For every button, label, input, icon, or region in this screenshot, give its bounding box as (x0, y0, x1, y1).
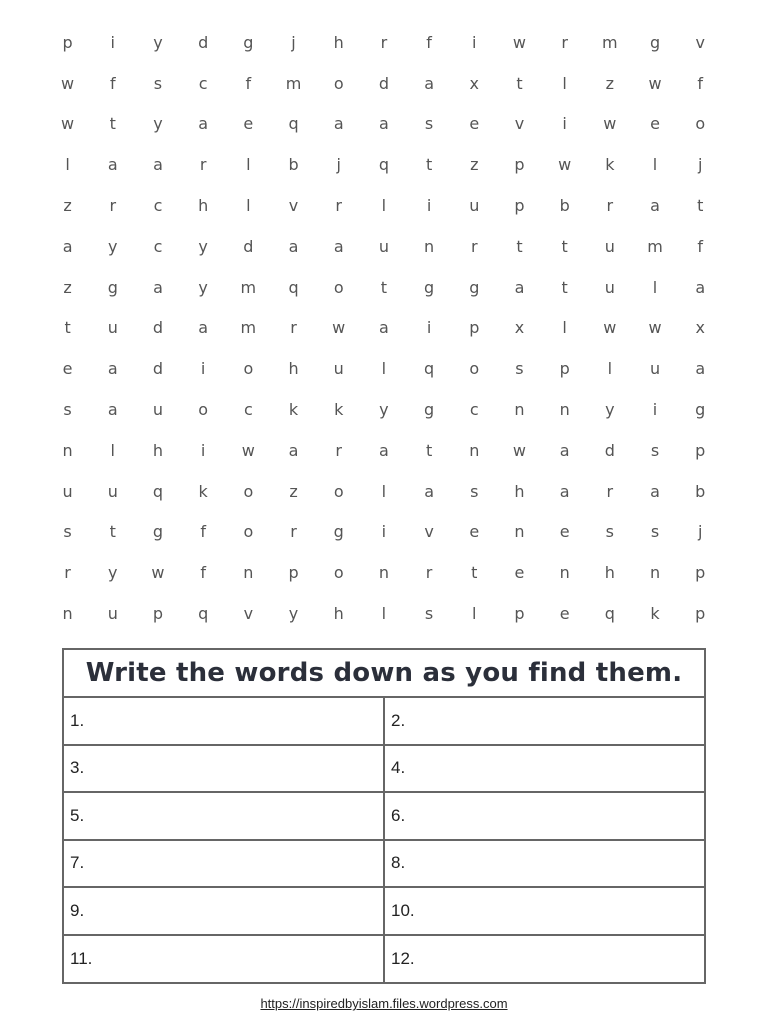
grid-letter: a (695, 277, 706, 297)
grid-letter: l (381, 196, 387, 216)
grid-letter: k (198, 481, 208, 501)
grid-letter: s (515, 359, 524, 379)
grid-letter: s (650, 522, 660, 542)
grid-letter: n (514, 400, 525, 420)
grid-letter: h (604, 563, 615, 583)
grid-letter: p (62, 32, 73, 52)
grid-letter: q (152, 481, 164, 501)
grid-letter: e (469, 522, 480, 542)
grid-letter: e (650, 114, 660, 134)
grid-letter: g (649, 32, 661, 52)
grid-letter: g (107, 277, 118, 297)
grid-letter: a (695, 359, 706, 379)
grid-letter: y (153, 114, 163, 134)
grid-letter: j (291, 32, 296, 52)
grid-letter: l (381, 604, 387, 624)
grid-letter: r (290, 318, 297, 338)
grid-letter: a (559, 481, 570, 501)
grid-letter: o (333, 277, 344, 297)
grid-letter: o (469, 359, 480, 379)
grid-letter: q (378, 155, 389, 175)
grid-letter: a (333, 236, 344, 256)
answer-row (64, 698, 704, 746)
grid-letter: w (648, 73, 662, 93)
grid-letter: w (61, 73, 75, 93)
grid-letter: a (379, 114, 389, 134)
grid-letter: p (288, 563, 299, 583)
grid-letter: r (109, 196, 117, 216)
grid-letter: z (63, 196, 72, 216)
grid-letter: a (198, 318, 209, 338)
grid-letter: p (514, 196, 525, 216)
grid-letter: s (63, 522, 72, 542)
grid-letter: a (107, 400, 118, 420)
grid-letter: j (697, 155, 703, 175)
grid-letter: k (605, 155, 615, 175)
grid-letter: y (198, 236, 208, 256)
grid-letter: a (379, 318, 389, 338)
grid-letter: c (198, 73, 208, 93)
grid-letter: y (108, 563, 118, 583)
grid-letter: p (695, 440, 706, 460)
grid-letter: g (152, 522, 164, 542)
answer-slot[interactable]: 5. (70, 805, 85, 825)
grid-letter: g (695, 400, 706, 420)
grid-letter: w (603, 114, 617, 134)
grid-letter: a (424, 481, 434, 501)
grid-letter: e (559, 604, 570, 624)
grid-letter: c (243, 400, 253, 420)
grid-letter: v (424, 522, 434, 542)
grid-letter: s (424, 114, 434, 134)
answer-slot[interactable]: 8. (383, 841, 704, 887)
grid-letter: r (606, 196, 614, 216)
grid-letter: j (697, 522, 703, 542)
grid-letter: y (379, 400, 389, 420)
grid-letter: c (469, 400, 479, 420)
grid-letter: v (514, 114, 525, 134)
grid-letter: q (424, 359, 435, 379)
grid-letter: m (285, 73, 302, 93)
grid-letter: r (290, 522, 297, 542)
source-link[interactable]: https://inspiredbyislam.files.wordpress.com (260, 996, 508, 1011)
grid-letter: a (650, 481, 660, 501)
answer-slot[interactable]: 9. (70, 900, 85, 920)
grid-letter: s (424, 604, 434, 624)
grid-letter: n (559, 400, 570, 420)
grid-letter: p (514, 604, 525, 624)
grid-letter: r (64, 563, 71, 583)
grid-letter: o (333, 481, 344, 501)
grid-letter: n (559, 563, 570, 583)
grid-letter: l (607, 359, 613, 379)
grid-letter: l (562, 73, 567, 93)
grid-letter: b (695, 481, 706, 501)
grid-letter: a (107, 359, 118, 379)
grid-letter: u (378, 236, 389, 256)
grid-letter: a (424, 73, 434, 93)
grid-letter: p (695, 563, 706, 583)
grid-letter: w (558, 155, 572, 175)
grid-letter: w (241, 440, 255, 460)
grid-letter: n (243, 563, 254, 583)
grid-letter: i (200, 359, 206, 379)
answer-sheet-title: Write the words down as you find them. (64, 650, 704, 698)
grid-letter: t (380, 277, 388, 297)
grid-letter: i (200, 440, 206, 460)
answer-slot[interactable]: 7. (70, 853, 85, 873)
grid-letter: d (198, 32, 209, 52)
answer-slot[interactable]: 1. (70, 710, 85, 730)
grid-letter: t (471, 563, 478, 583)
grid-letter: q (288, 114, 299, 134)
grid-letter: y (153, 32, 163, 52)
answer-row (64, 793, 704, 841)
grid-letter: r (335, 440, 342, 460)
grid-letter: u (107, 604, 118, 624)
answer-slot[interactable]: 6. (383, 793, 704, 839)
grid-letter: y (108, 236, 118, 256)
grid-letter: n (514, 522, 525, 542)
grid-letter: g (469, 277, 480, 297)
grid-letter: n (62, 604, 73, 624)
answer-row (64, 936, 704, 984)
grid-letter: t (561, 277, 568, 297)
grid-letter: e (62, 359, 73, 379)
grid-letter: l (652, 277, 658, 297)
grid-letter: h (333, 604, 344, 624)
answer-rows (64, 698, 704, 983)
grid-letter: v (288, 196, 299, 216)
grid-letter: e (559, 522, 570, 542)
grid-letter: w (512, 32, 527, 52)
grid-letter: k (334, 400, 344, 420)
grid-letter: e (514, 563, 525, 583)
grid-letter: f (697, 236, 704, 256)
grid-letter: s (605, 522, 615, 542)
grid-letter: f (697, 73, 704, 93)
grid-letter: f (245, 73, 252, 93)
grid-letter: r (606, 481, 614, 501)
grid-letter: i (652, 400, 658, 420)
grid-letter: w (332, 318, 346, 338)
grid-letter: q (604, 604, 615, 624)
grid-letter: r (199, 155, 207, 175)
grid-letter: q (288, 277, 299, 297)
grid-letter: i (381, 522, 387, 542)
grid-letter: f (109, 73, 116, 93)
grid-letter: o (333, 563, 344, 583)
grid-letter: l (381, 481, 387, 501)
grid-letter: d (604, 440, 615, 460)
grid-letter: l (246, 196, 251, 216)
grid-letter: f (200, 563, 206, 583)
grid-letter: n (62, 440, 73, 460)
grid-letter: h (288, 359, 299, 379)
grid-letter: o (695, 114, 706, 134)
grid-letter: g (243, 32, 254, 52)
grid-letter: s (650, 440, 660, 460)
answer-slot[interactable]: 11. (70, 949, 93, 969)
grid-letter: g (424, 277, 435, 297)
grid-letter: g (333, 522, 344, 542)
grid-letter: h (333, 32, 344, 52)
grid-letter: i (110, 32, 115, 52)
grid-letter: s (470, 481, 479, 501)
grid-letter: u (333, 359, 344, 379)
grid-letter: q (198, 604, 209, 624)
grid-letter: a (198, 114, 209, 134)
grid-letter: t (516, 73, 523, 93)
grid-letter: o (198, 400, 209, 420)
grid-letter: o (243, 522, 254, 542)
grid-letter: f (426, 32, 432, 52)
grid-letter: a (62, 236, 73, 256)
grid-letter: a (514, 277, 525, 297)
grid-letter: j (336, 155, 341, 175)
answer-slot[interactable]: 10. (383, 888, 704, 934)
answer-slot[interactable]: 4. (383, 746, 704, 792)
grid-letter: l (652, 155, 658, 175)
grid-letter: z (470, 155, 479, 175)
grid-letter: l (246, 155, 251, 175)
grid-letter: l (472, 604, 477, 624)
grid-letter: h (152, 440, 164, 460)
word-search-grid (45, 22, 723, 634)
answer-slot[interactable]: 12. (383, 936, 704, 984)
grid-letter: u (649, 359, 661, 379)
answer-sheet (62, 648, 706, 984)
grid-letter: o (333, 73, 344, 93)
grid-letter: r (380, 32, 388, 52)
grid-letter: a (153, 155, 163, 175)
grid-letter: u (152, 400, 164, 420)
grid-letter: u (62, 481, 73, 501)
grid-letter: u (469, 196, 480, 216)
grid-letter: n (649, 563, 661, 583)
grid-letter: d (243, 236, 254, 256)
grid-letter: t (425, 440, 433, 460)
grid-letter: t (697, 196, 704, 216)
grid-letter: r (425, 563, 433, 583)
grid-letter: z (289, 481, 298, 501)
grid-letter: k (288, 400, 299, 420)
grid-letter: p (514, 155, 525, 175)
grid-letter: a (107, 155, 118, 175)
grid-letter: t (516, 236, 523, 256)
grid-letter: m (602, 32, 618, 52)
grid-letter: z (63, 277, 72, 297)
grid-letter: x (469, 73, 480, 93)
grid-letter: n (469, 440, 480, 460)
grid-letter: r (561, 32, 568, 52)
grid-letter: l (381, 359, 387, 379)
grid-letter: t (109, 522, 116, 542)
answer-slot[interactable]: 3. (70, 758, 85, 778)
grid-letter: d (152, 359, 164, 379)
grid-letter: z (605, 73, 615, 93)
grid-letter: a (333, 114, 344, 134)
grid-letter: w (512, 440, 527, 460)
grid-letter: x (514, 318, 525, 338)
grid-letter: f (200, 522, 206, 542)
grid-letter: b (559, 196, 570, 216)
grid-letter: d (152, 318, 164, 338)
grid-letter: w (603, 318, 617, 338)
grid-letter: i (426, 318, 432, 338)
answer-row (64, 746, 704, 794)
grid-letter: i (426, 196, 432, 216)
grid-letter: c (153, 196, 163, 216)
grid-letter: r (470, 236, 478, 256)
grid-letter: m (240, 318, 257, 338)
grid-letter: y (605, 400, 615, 420)
answer-row (64, 841, 704, 889)
grid-letter: a (559, 440, 570, 460)
grid-letter: n (424, 236, 435, 256)
grid-letter: o (243, 359, 254, 379)
grid-letter: a (153, 277, 163, 297)
grid-letter: u (107, 318, 118, 338)
grid-letter: y (288, 604, 299, 624)
grid-letter: m (647, 236, 663, 256)
grid-letter: t (64, 318, 71, 338)
grid-letter: p (469, 318, 480, 338)
grid-letter: s (153, 73, 163, 93)
grid-letter: p (695, 604, 706, 624)
grid-letter: s (63, 400, 72, 420)
grid-letter: r (335, 196, 342, 216)
grid-letter: l (562, 318, 567, 338)
grid-letter: d (378, 73, 389, 93)
grid-letter: x (695, 318, 705, 338)
grid-letter: g (424, 400, 435, 420)
grid-letter: i (472, 32, 477, 52)
grid-letter: c (153, 236, 163, 256)
grid-letter: v (243, 604, 254, 624)
grid-letter: y (198, 277, 208, 297)
grid-letter: b (288, 155, 299, 175)
grid-letter: l (110, 440, 115, 460)
grid-letter: v (695, 32, 705, 52)
grid-letter: l (65, 155, 70, 175)
grid-letter: h (514, 481, 525, 501)
grid-letter: i (562, 114, 567, 134)
grid-letter: u (107, 481, 118, 501)
grid-letter: t (109, 114, 116, 134)
grid-letter: u (604, 277, 615, 297)
answer-slot[interactable]: 2. (383, 698, 704, 744)
grid-letter: t (561, 236, 568, 256)
grid-letter: k (650, 604, 660, 624)
grid-letter: e (243, 114, 254, 134)
grid-letter: m (240, 277, 257, 297)
grid-letter: a (288, 440, 299, 460)
grid-letter: a (379, 440, 389, 460)
grid-letter: a (288, 236, 299, 256)
grid-letter: w (61, 114, 75, 134)
grid-letter: e (469, 114, 480, 134)
grid-letter: h (198, 196, 209, 216)
grid-letter: p (152, 604, 164, 624)
grid-letter: o (243, 481, 254, 501)
grid-letter: t (425, 155, 433, 175)
answer-row (64, 888, 704, 936)
grid-letter: p (559, 359, 570, 379)
grid-letter: n (378, 563, 389, 583)
grid-letter: w (648, 318, 662, 338)
grid-letter: w (151, 563, 165, 583)
grid-letter: a (650, 196, 660, 216)
grid-letter: u (604, 236, 615, 256)
